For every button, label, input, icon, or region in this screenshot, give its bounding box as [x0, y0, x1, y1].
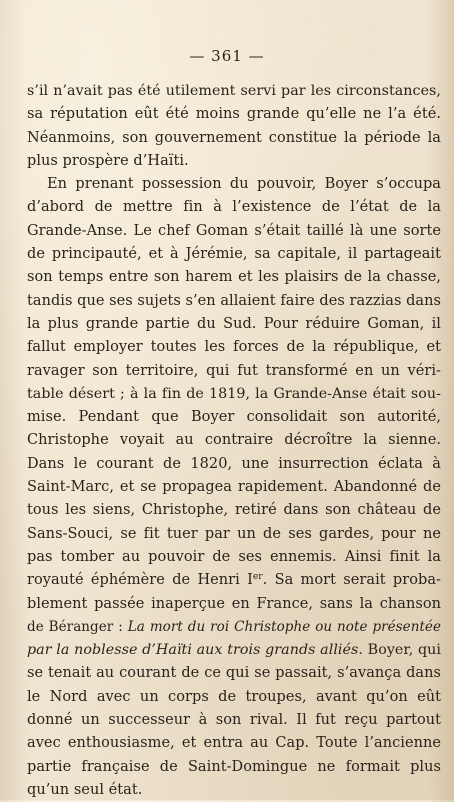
text-segment: . Sa mort serait proba- [262, 572, 441, 589]
body-text [27, 80, 441, 802]
text-line: Christophe voyait au contraire décroître la sienne. [27, 432, 441, 449]
text-line: ravager son territoire, qui fut transformé en un véri- [27, 362, 441, 379]
text-line: blement passée inaperçue en France, sans la chanson [27, 595, 441, 612]
text-line: la plus grande partie du Sud. Pour réduire Goman, il [27, 315, 441, 332]
text-line: Dans le courant de 1820, une insurrection éclata à [27, 455, 441, 472]
text-line [27, 616, 441, 639]
text-line: Saint-Marc, et se propagea rapidement. Abandonné de [27, 479, 441, 496]
text-line: avec enthousiasme, et entra au Cap. Toute l’ancienne [27, 735, 441, 752]
text-line [27, 639, 441, 662]
ordinal-superscript: er [252, 572, 263, 583]
text-line: se tenait au courant de ce qui se passait, s’avança dans [27, 665, 441, 682]
song-title-italic: La mort du roi Christophe ou note présentée [127, 618, 441, 635]
text-line: s’il n’avait pas été utilement servi par les circonstances, [27, 83, 441, 99]
text-segment: de Béranger : [27, 618, 128, 635]
text-line: plus prospère d’Haïti. [27, 152, 189, 169]
paragraph-first-line: En prenant possession du pouvoir, Boyer s’occupa [47, 176, 441, 193]
song-title-italic: par la noblesse d’Haïti aux trois grands alliés [27, 642, 359, 659]
page-number: — 361 — [189, 47, 265, 65]
text-line: table désert ; à la fin de 1819, la Grande-Anse était sou- [27, 385, 441, 402]
text-line: d’abord de mettre fin à l’existence de l’état de la [27, 199, 441, 216]
text-line: donné un successeur à son rival. Il fut reçu partout [27, 712, 441, 729]
text-line: Grande-Anse. Le chef Goman s’était taillé là une sorte [27, 222, 441, 239]
text-line: fallut employer toutes les forces de la république, et [27, 339, 441, 356]
text-line: le Nord avec un corps de troupes, avant qu’on eût [27, 688, 441, 705]
text-segment: royauté éphémère de Henri I [27, 572, 253, 589]
text-segment: . Boyer, qui [358, 642, 441, 659]
text-line: son temps entre son harem et les plaisirs de la chasse, [27, 269, 441, 286]
text-line: tous les siens, Christophe, retiré dans son château de [27, 502, 441, 519]
text-line: qu’un seul état. [27, 781, 143, 798]
text-line: mise. Pendant que Boyer consolidait son autorité, [27, 409, 441, 426]
text-line: sa réputation eût été moins grande qu’elle ne l’a été. [27, 106, 441, 123]
text-line: tandis que ses sujets s’en allaient faire des razzias dans [27, 292, 442, 309]
text-line: Sans-Souci, se fit tuer par un de ses gardes, pour ne [27, 525, 441, 542]
text-line: partie française de Saint-Domingue ne formait plus [27, 758, 441, 775]
text-line [27, 569, 441, 592]
text-line: Néanmoins, son gouvernement constitue la période la [27, 129, 441, 146]
text-line: de principauté, et à Jérémie, sa capitale, il partageait [27, 246, 441, 263]
text-line: pas tomber au pouvoir de ses ennemis. Ainsi finit la [27, 548, 441, 565]
